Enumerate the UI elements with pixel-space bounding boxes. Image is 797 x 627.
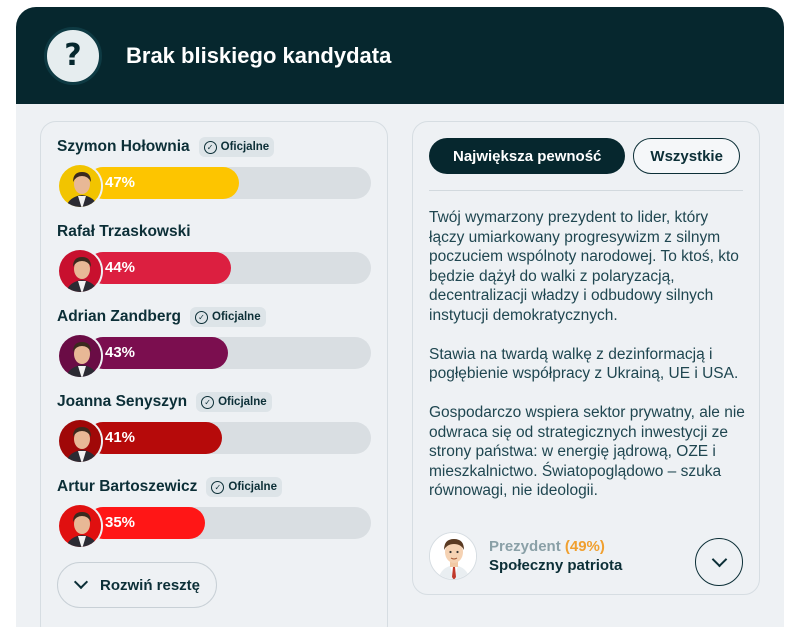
- card-title: Brak bliskiego kandydata: [126, 42, 392, 68]
- match-percent: 44%: [105, 259, 136, 276]
- candidate-row: [57, 476, 377, 540]
- candidate-name: Adrian Zandberg: [57, 308, 182, 325]
- official-badge-label: Oficjalne: [218, 396, 267, 408]
- expand-rest-button[interactable]: Rozwiń resztę: [57, 562, 217, 608]
- match-percent: 35%: [105, 514, 136, 531]
- official-badge: [199, 137, 275, 157]
- candidate-avatar: [57, 418, 103, 464]
- official-badge: [196, 392, 272, 412]
- candidate-avatar: [57, 248, 103, 294]
- tab-bar: [429, 138, 740, 174]
- candidate-name: Joanna Senyszyn: [57, 393, 188, 410]
- candidate-avatar: [57, 503, 103, 549]
- chevron-down-icon: [74, 575, 88, 589]
- chevron-down-icon: [711, 551, 727, 567]
- match-bar-fill: [87, 422, 222, 454]
- president-type: Społeczny patriota: [489, 557, 623, 574]
- president-avatar: [429, 532, 477, 580]
- candidate-row: [57, 136, 377, 200]
- description-paragraph: Stawia na twardą walkę z dezinformacją i pogłębienie współpracy z Ukrainą, UE i USA.: [429, 345, 739, 382]
- match-bar-fill: [87, 252, 231, 284]
- match-percent: 47%: [105, 174, 136, 191]
- candidate-avatar: [57, 163, 103, 209]
- tab-highest-certainty[interactable]: Największa pewność: [429, 138, 625, 174]
- candidate-avatar: [57, 333, 103, 379]
- candidates-panel: [40, 121, 388, 627]
- official-badge-label: Oficjalne: [220, 141, 270, 153]
- match-percent: 41%: [105, 429, 136, 446]
- match-bar-track: [87, 167, 371, 199]
- official-badge-label: Oficjalne: [212, 311, 261, 323]
- match-bar-track: [87, 422, 371, 454]
- check-circle-icon: ✓: [195, 311, 208, 324]
- check-circle-icon: ✓: [204, 141, 217, 154]
- match-percent: 43%: [105, 344, 136, 361]
- match-bar-track: [87, 337, 371, 369]
- official-badge: [190, 307, 266, 327]
- president-profile: [429, 532, 622, 580]
- check-circle-icon: ✓: [211, 481, 224, 494]
- president-label: Prezydent: [489, 538, 561, 555]
- check-circle-icon: ✓: [201, 396, 214, 409]
- match-bar-fill: [87, 507, 205, 539]
- card-header: [16, 7, 784, 104]
- match-bar-fill: [87, 167, 239, 199]
- expand-profile-button[interactable]: [695, 538, 743, 586]
- question-icon: ?: [44, 27, 102, 85]
- official-badge-label: Oficjalne: [228, 481, 277, 493]
- match-bar-track: [87, 252, 371, 284]
- description-paragraph: Twój wymarzony prezydent to lider, który łączy umiarkowany progresywizm z silnym poczuciem wspólnoty narodowej. To ktoś, kto będzie dążył do walki z polaryzacją, decentralizacji władzy i odbudowy silnych instytucji demokratycznych.: [429, 209, 739, 324]
- match-bar-track: [87, 507, 371, 539]
- candidate-name: Szymon Hołownia: [57, 138, 190, 155]
- candidate-row: [57, 221, 377, 285]
- candidate-name: Artur Bartoszewicz: [57, 478, 198, 495]
- match-bar-fill: [87, 337, 228, 369]
- result-card: [16, 7, 784, 627]
- description-text: [429, 208, 745, 520]
- candidate-row: [57, 306, 377, 370]
- description-panel: [412, 121, 760, 595]
- tab-all[interactable]: Wszystkie: [633, 138, 740, 174]
- official-badge: [206, 477, 282, 497]
- candidate-row: [57, 391, 377, 455]
- president-match-percent: (49%): [564, 538, 605, 555]
- divider: [429, 190, 743, 191]
- description-paragraph: Gospodarczo wspiera sektor prywatny, ale nie odwraca się od strategicznych inwestycji ze strony państwa: w energię jądrową, OZE i mieszkalnictwo. Światopoglądowo – szuka równowagi, nie ideologii.: [429, 404, 745, 499]
- candidate-name: Rafał Trzaskowski: [57, 223, 191, 240]
